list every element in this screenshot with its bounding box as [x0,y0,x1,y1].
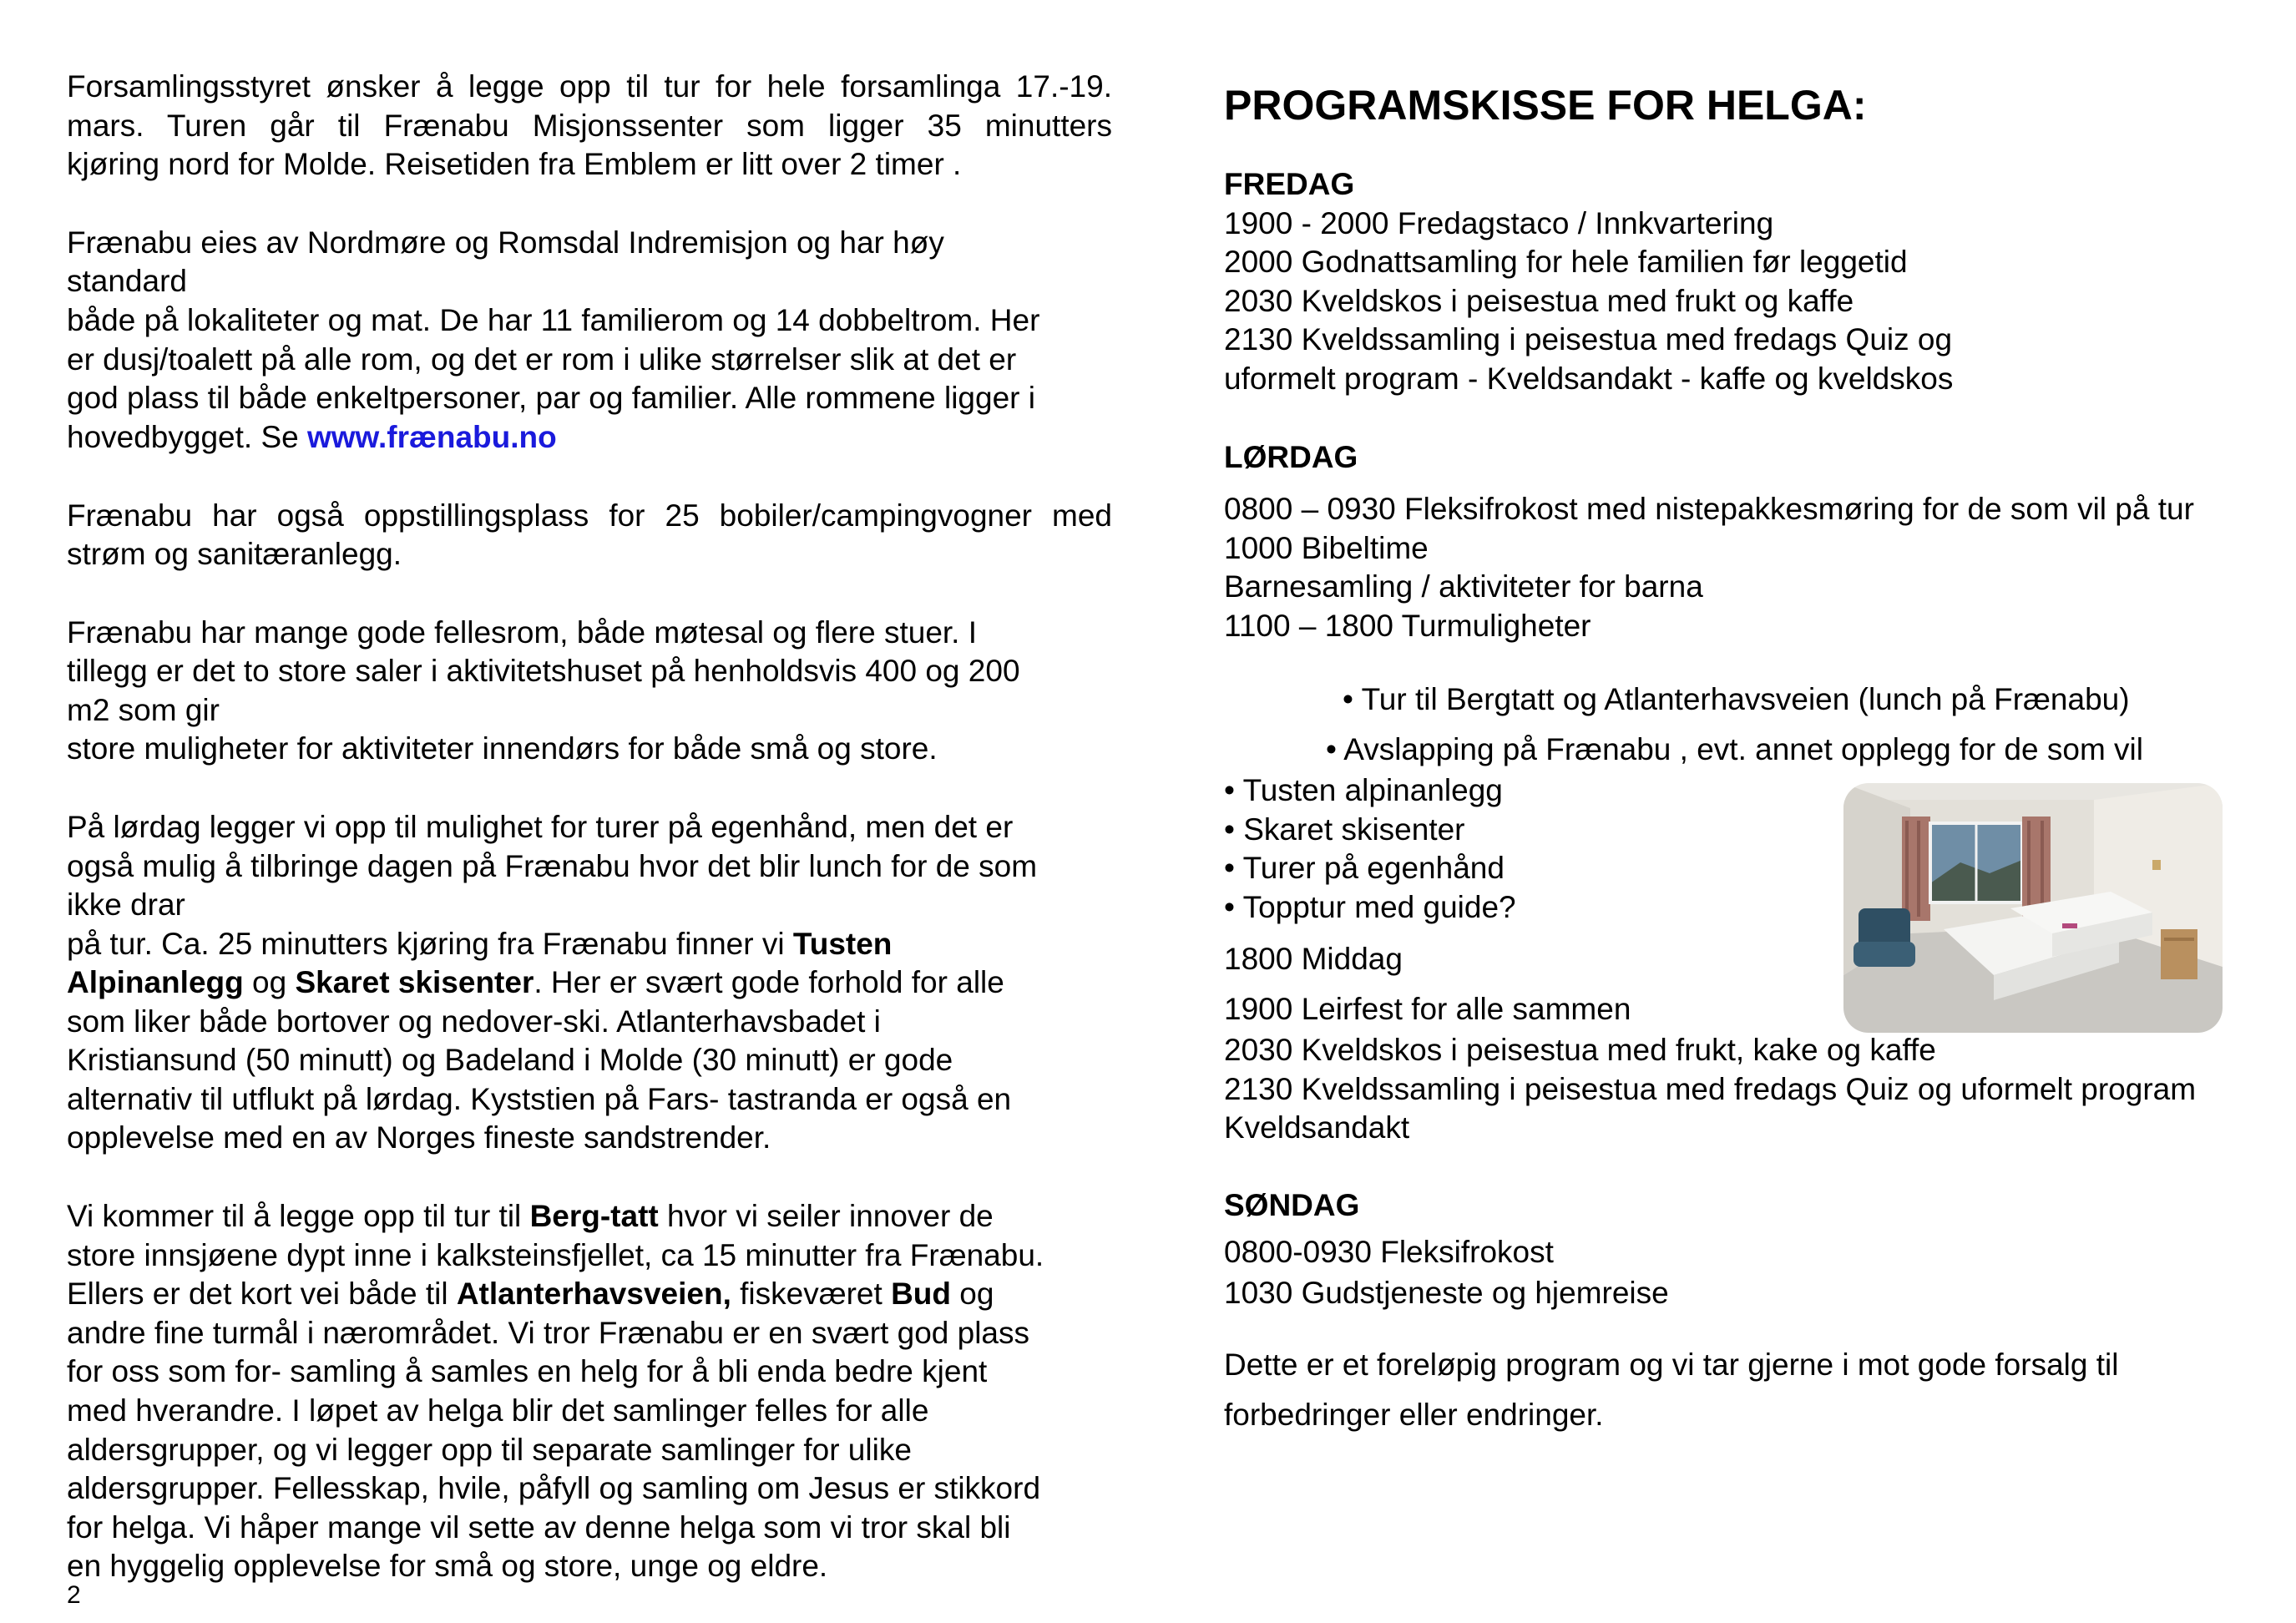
trip-line-5: for oss som for- samling å samles en helg for å bli enda bedre kjent [67,1354,988,1388]
lordag-option: • Topptur med guide? [1224,890,1516,924]
trip-line-7: aldersgrupper, og vi legger opp til separate samlinger for ulike [67,1433,912,1467]
trip-line-3 [67,1276,994,1312]
fredag-item: uformelt program - Kveldsandakt - kaffe og kveldskos [1224,362,1954,396]
trip-line-1 [67,1198,994,1235]
facility-line-1: Frænabu eies av Nordmøre og Romsdal Indremisjon og har høy [67,225,944,260]
trip-line-10: en hyggelig opplevelse for små og store, unge og eldre. [67,1549,828,1583]
trip-line-3-c: fiskeværet [731,1277,892,1311]
facility-line-2: standard [67,264,187,298]
camping-line-1: Frænabu har også oppstillingsplass for 25 bobiler/campingvogner med [67,498,1112,533]
trip-line-2: store innsjøene dypt inne i kalksteinsfjellet, ca 15 minutter fra Frænabu. [67,1238,1044,1272]
facility-line-6-text: hovedbygget. Se [67,420,307,454]
fredag-item: 1900 - 2000 Fredagstaco / Innkvartering [1224,206,1774,240]
facility-line-4: er dusj/toalett på alle rom, og det er rom i ulike størrelser slik at det er [67,342,1017,377]
rooms-line-2: tillegg er det to store saler i aktivitetshuset på henholdsvis 400 og 200 [67,654,1020,688]
fredag-heading: FREDAG [1224,167,1355,201]
saturday-line-6: som liker både bortover og nedover-ski. Atlanterhavsbadet i [67,1004,881,1039]
facility-line-5: god plass til både enkeltpersoner, par og familier. Alle rommene ligger i [67,381,1035,415]
website-link[interactable]: www.frænabu.no [307,420,557,454]
lordag-heading: LØRDAG [1224,440,1358,474]
lordag-later: 2030 Kveldskos i peisestua med frukt, kake og kaffe [1224,1033,1936,1067]
intro-line-3: kjøring nord for Molde. Reisetiden fra Emblem er litt over 2 timer . [67,147,962,181]
saturday-line-5-and: og [243,965,296,999]
fredag-item: 2000 Godnattsamling for hele familien før leggetid [1224,245,1908,279]
facility-line-3: både på lokaliteter og mat. De har 11 familierom og 14 dobbeltrom. Her [67,303,1040,337]
sondag-heading: SØNDAG [1224,1188,1360,1222]
saturday-line-4 [67,926,892,963]
sondag-item: 0800-0930 Fleksifrokost [1224,1235,1554,1269]
trip-line-3-e: og [951,1277,994,1311]
lordag-option: • Avslapping på Frænabu , evt. annet opplegg for de som vil [1326,732,2143,766]
lordag-item: 1100 – 1800 Turmuligheter [1224,609,1591,643]
program-title: PROGRAMSKISSE FOR HELGA: [1224,82,1867,129]
saturday-line-3: ikke drar [67,887,185,922]
closing-line-1: Dette er et foreløpig program og vi tar gjerne i mot gode forsalg til [1224,1347,2119,1382]
lordag-later: 1900 Leirfest for alle sammen [1224,992,1631,1026]
intro-line-1: Forsamlingsstyret ønsker å legge opp til tur for hele forsamlinga 17.-19. [67,69,1112,104]
saturday-line-8: alternativ til utflukt på lørdag. Kyststien på Fars- tastranda er også en [67,1082,1012,1116]
rooms-line-1: Frænabu har mange gode fellesrom, både møtesal og flere stuer. I [67,615,978,650]
alpinanlegg-bold: Alpinanlegg [67,965,244,999]
rooms-line-3: m2 som gir [67,693,220,727]
trip-line-3-a: Ellers er det kort vei både til [67,1277,457,1311]
trip-line-9: for helga. Vi håper mange vil sette av denne helga som vi tror skal bli [67,1510,1011,1545]
fredag-item: 2130 Kveldssamling i peisestua med fredags Quiz og [1224,322,1953,356]
lordag-option: • Turer på egenhånd [1224,851,1505,885]
saturday-line-5-text: . Her er svært gode forhold for alle [534,965,1004,999]
trip-line-1-c: hvor vi seiler innover de [658,1199,994,1233]
lordag-option: • Tur til Bergtatt og Atlanterhavsveien (lunch på Frænabu) [1343,682,2130,716]
trip-line-1-a: Vi kommer til å legge opp til tur til [67,1199,530,1233]
fredag-item: 2030 Kveldskos i peisestua med frukt og kaffe [1224,284,1854,318]
bud-bold: Bud [891,1277,952,1311]
atlanterhavsveien-bold: Atlanterhavsveien, [456,1277,731,1311]
bergtatt-bold: Berg-tatt [529,1199,659,1233]
trip-line-8: aldersgrupper. Fellesskap, hvile, påfyll og samling om Jesus er stikkord [67,1471,1041,1505]
facility-line-6 [67,419,557,456]
lordag-later: Kveldsandakt [1224,1110,1410,1145]
lordag-item: 0800 – 0930 Fleksifrokost med nistepakkesmøring for de som vil på tur [1224,492,2194,526]
tusten-bold: Tusten [792,927,893,961]
saturday-line-4-text: på tur. Ca. 25 minutters kjøring fra Frænabu finner vi [67,927,793,961]
camping-line-2: strøm og sanitæranlegg. [67,537,402,571]
saturday-line-9: opplevelse med en av Norges fineste sandstrender. [67,1120,771,1155]
sondag-item: 1030 Gudstjeneste og hjemreise [1224,1276,1669,1310]
closing-line-2: forbedringer eller endringer. [1224,1398,1604,1432]
saturday-line-2: også mulig å tilbringe dagen på Frænabu hvor det blir lunch for de som [67,849,1038,883]
saturday-line-5 [67,964,1004,1001]
rooms-line-4: store muligheter for aktiviteter innendørs for både små og store. [67,731,938,766]
trip-line-6: med hverandre. I løpet av helga blir det samlinger felles for alle [67,1393,929,1428]
intro-line-2: mars. Turen går til Frænabu Misjonssenter som ligger 35 minutters [67,109,1112,143]
skaret-bold: Skaret skisenter [295,965,534,999]
lordag-option: • Skaret skisenter [1224,812,1465,847]
lordag-item: Barnesamling / aktiviteter for barna [1224,569,1703,604]
saturday-line-1: På lørdag legger vi opp til mulighet for turer på egenhånd, men det er [67,810,1014,844]
lordag-item: 1000 Bibeltime [1224,531,1429,565]
trip-line-4: andre fine turmål i nærområdet. Vi tror Frænabu er en svært god plass [67,1316,1029,1350]
lordag-later: 2130 Kveldssamling i peisestua med fredags Quiz og uformelt program [1224,1072,2197,1106]
room-photo [1843,783,2223,1033]
lordag-option: • Tusten alpinanlegg [1224,773,1503,807]
page-number: 2 [67,1581,81,1609]
saturday-line-7: Kristiansund (50 minutt) og Badeland i Molde (30 minutt) er gode [67,1043,953,1077]
middag-line: 1800 Middag [1224,942,1403,976]
